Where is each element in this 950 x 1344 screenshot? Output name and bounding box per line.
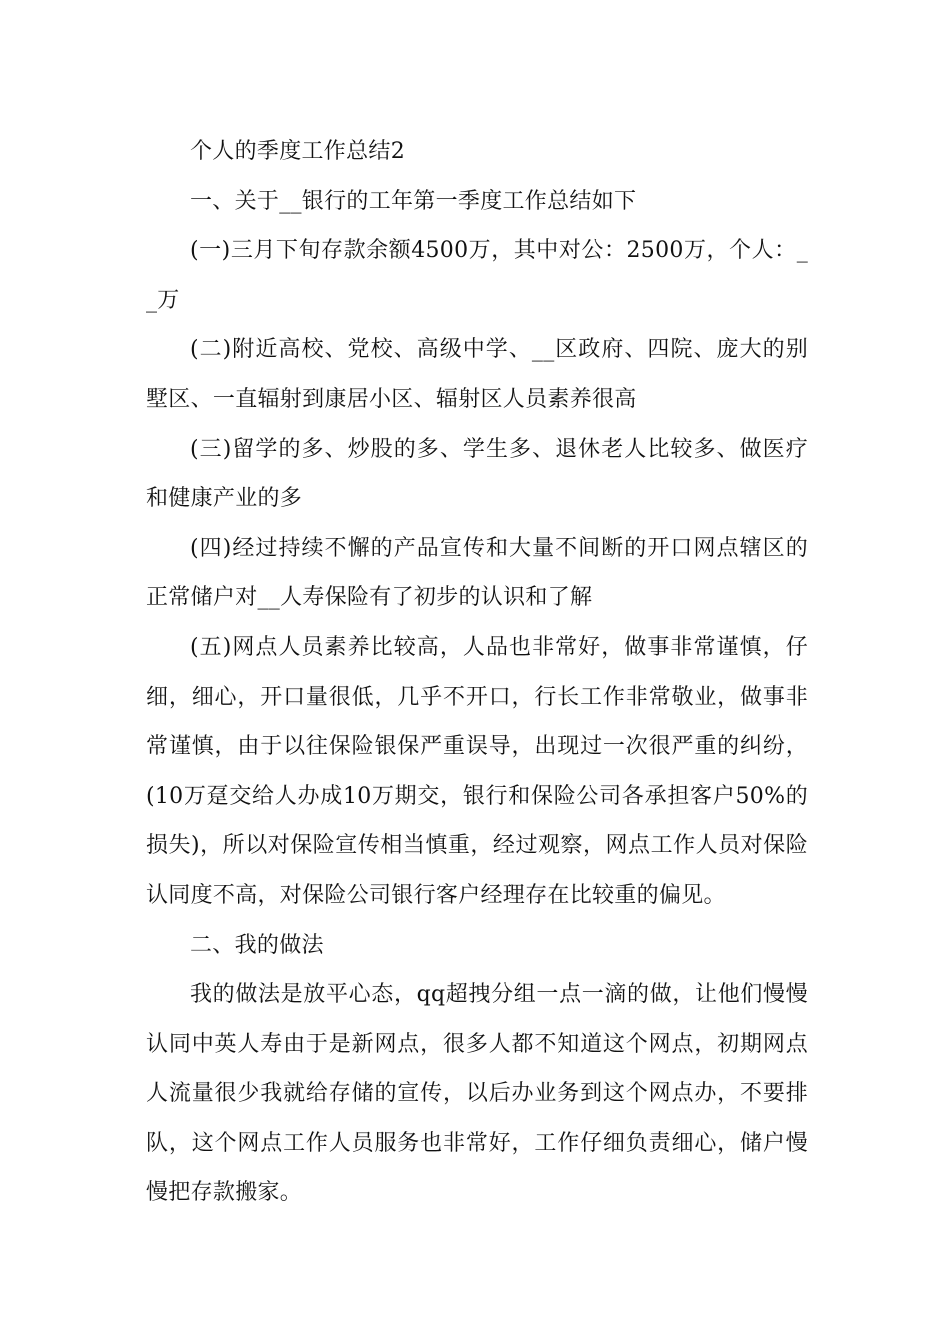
paragraph-item-5: (五)网点人员素养比较高，人品也非常好，做事非常谨慎，仔细，细心，开口量很低，几乎不开口，行长工作非常敬业，做事非常谨慎，由于以往保险银保严重误导，出现过一次很严重的纠纷，(10万趸交给人办成10万期交，银行和保险公司各承担客户50%的损失)，所以对保险宣传相当慎重，经过观察，网点工作人员对保险认同度不高，对保险公司银行客户经理存在比较重的偏见。 [146, 634, 808, 908]
paragraph-item-2: (二)附近高校、党校、高级中学、__区政府、四院、庞大的别墅区、一直辐射到康居小区、辐射区人员素养很高 [146, 337, 808, 412]
section-heading-2: 二、我的做法 [190, 932, 324, 958]
document-title: 个人的季度工作总结2 [190, 139, 405, 164]
paragraph-item-4: (四)经过持续不懈的产品宣传和大量不间断的开口网点辖区的正常储户对__人寿保险有了初步的认识和了解 [146, 535, 808, 611]
paragraph-item-1: (一)三月下旬存款余额4500万，其中对公：2500万，个人：__万 [146, 238, 808, 313]
paragraph-method: 我的做法是放平心态，qq超拽分组一点一滴的做，让他们慢慢认同中英人寿由于是新网点，很多人都不知道这个网点，初期网点人流量很少我就给存储的宣传，以后办业务到这个网点办，不要排队，这个网点工作人员服务也非常好，工作仔细负责细心，储户慢慢把存款搬家。 [146, 982, 808, 1206]
document-body [146, 127, 808, 1218]
paragraph-item-3: (三)留学的多、炒股的多、学生多、退休老人比较多、做医疗和健康产业的多 [146, 436, 808, 512]
section-heading-1: 一、关于__银行的工年第一季度工作总结如下 [190, 188, 637, 214]
